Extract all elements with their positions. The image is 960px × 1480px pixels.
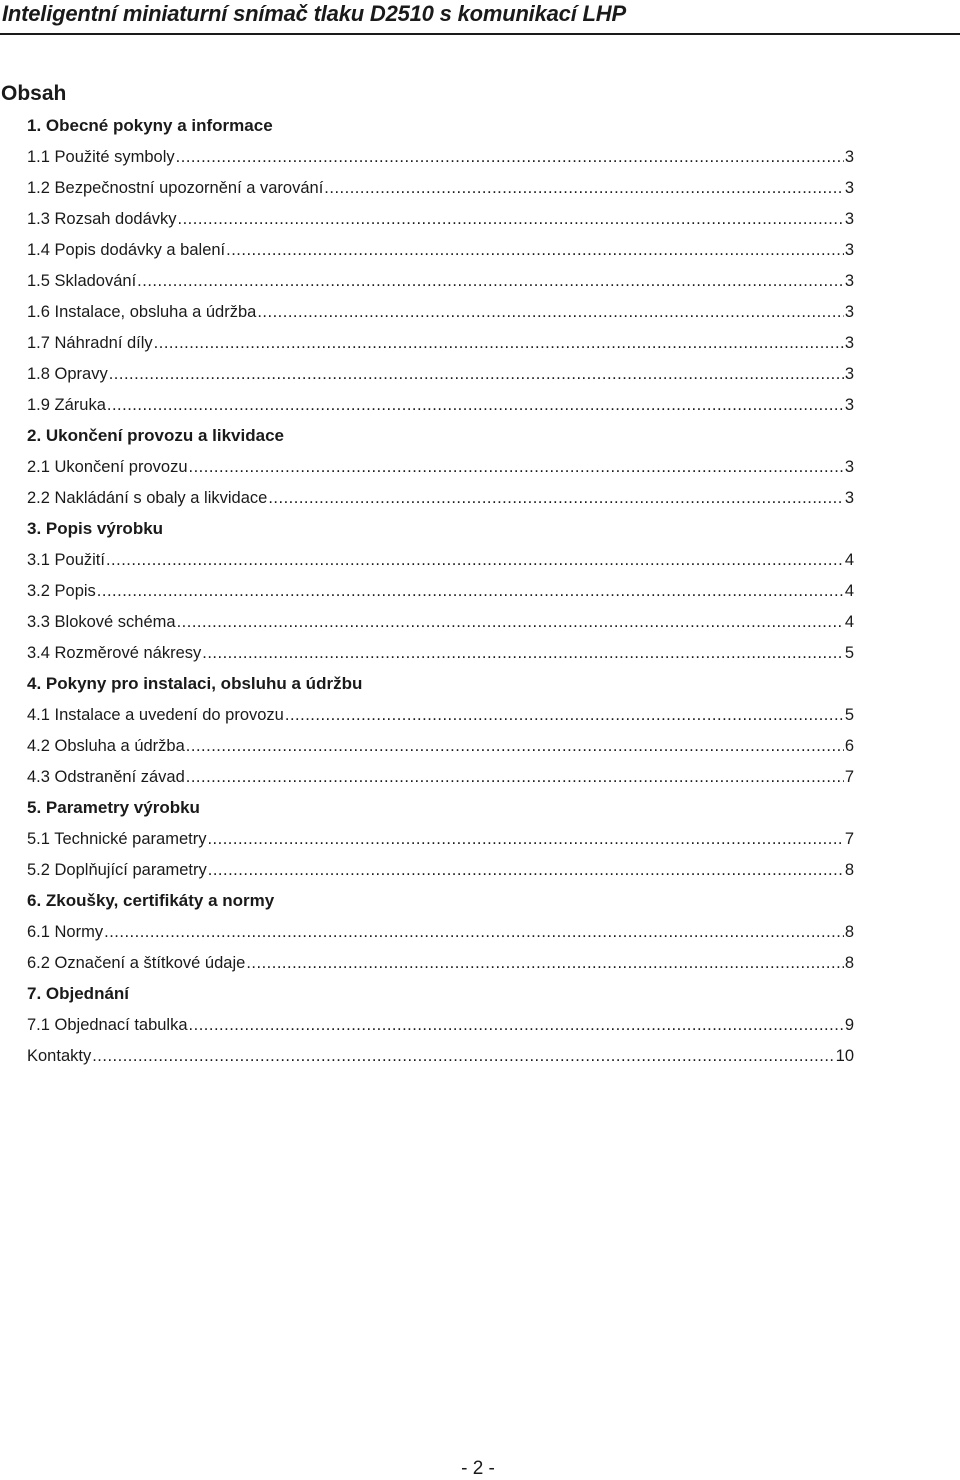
toc-entry[interactable] [27, 364, 854, 384]
toc-entry-label: 6.2 Označení a štítkové údaje [27, 954, 246, 972]
toc-entry-label: 1.8 Opravy [27, 365, 108, 383]
dot-leader [202, 643, 844, 663]
toc-entry[interactable] [27, 643, 854, 663]
dot-leader [186, 736, 844, 756]
toc-entry-label: 1.5 Skladování [27, 272, 137, 290]
toc-entry-page: 3 [844, 272, 854, 290]
toc-section-title[interactable]: 4. Pokyny pro instalaci, obsluhu a údržbu [27, 674, 363, 693]
toc-entry[interactable] [27, 1015, 854, 1035]
toc-entry[interactable] [27, 240, 854, 260]
toc-section-title[interactable]: 2. Ukončení provozu a likvidace [27, 426, 284, 445]
toc-section-title[interactable]: 3. Popis výrobku [27, 519, 164, 538]
toc-entry[interactable] [27, 457, 854, 477]
page-number-text: - 2 - [461, 1458, 495, 1479]
dot-leader [324, 178, 844, 198]
toc-entry-page: 7 [844, 768, 854, 786]
toc-entry-label: 5.2 Doplňující parametry [27, 861, 207, 879]
toc-entry[interactable] [27, 612, 854, 632]
dot-leader [97, 581, 844, 601]
document-title: Inteligentní miniaturní snímač tlaku D2510 s komunikací LHP [2, 1, 626, 26]
toc-entry[interactable] [27, 860, 854, 880]
dot-leader [154, 333, 844, 353]
dot-leader [189, 457, 844, 477]
toc-entry-page: 4 [844, 613, 854, 631]
toc-entry[interactable] [27, 395, 854, 415]
toc-entry-page: 8 [844, 923, 854, 941]
dot-leader [246, 953, 844, 973]
toc-entry-label: 4.2 Obsluha a údržba [27, 737, 185, 755]
dot-leader [109, 364, 844, 384]
toc-entry-label: 1.6 Instalace, obsluha a údržba [27, 303, 257, 321]
toc-section [27, 426, 854, 508]
dot-leader [137, 271, 844, 291]
toc-entry[interactable] [27, 209, 854, 229]
toc-entry-label: 4.3 Odstranění závad [27, 768, 185, 786]
dot-leader [106, 550, 844, 570]
toc-entry-page: 5 [844, 706, 854, 724]
toc-entry-label: 6.1 Normy [27, 923, 104, 941]
toc-entry-page: 8 [844, 954, 854, 972]
toc-entry[interactable] [27, 333, 854, 353]
toc-entry-page: 8 [844, 861, 854, 879]
dot-leader [208, 860, 844, 880]
toc-entry-label: 1.3 Rozsah dodávky [27, 210, 177, 228]
dot-leader [177, 612, 844, 632]
toc-section [27, 891, 854, 973]
dot-leader [178, 209, 844, 229]
toc-section-title[interactable]: 5. Parametry výrobku [27, 798, 200, 817]
toc-entry[interactable] [27, 767, 854, 787]
toc-entry-label: 3.3 Blokové schéma [27, 613, 176, 631]
toc-entry[interactable] [27, 302, 854, 322]
toc-entry[interactable] [27, 736, 854, 756]
toc-entry-page: 3 [844, 241, 854, 259]
toc-entry-page: 3 [844, 458, 854, 476]
toc-section [27, 984, 854, 1035]
toc-entry-page: 3 [844, 396, 854, 414]
toc-section [27, 519, 854, 663]
dot-leader [207, 829, 843, 849]
dot-leader [92, 1046, 834, 1066]
toc-entry[interactable] [27, 1046, 854, 1066]
toc-entry-label: 2.2 Nakládání s obaly a likvidace [27, 489, 268, 507]
toc-entry-label: 1.2 Bezpečnostní upozornění a varování [27, 179, 324, 197]
toc-entry[interactable] [27, 829, 854, 849]
toc-section [27, 798, 854, 880]
dot-leader [226, 240, 844, 260]
dot-leader [107, 395, 844, 415]
toc-entry-label: 2.1 Ukončení provozu [27, 458, 188, 476]
toc-section-title[interactable]: 6. Zkoušky, certifikáty a normy [27, 891, 275, 910]
toc-section [27, 116, 854, 415]
toc-heading: Obsah [1, 82, 67, 105]
document-header [0, 0, 960, 40]
toc-entry-page: 6 [844, 737, 854, 755]
toc-entry-page: 7 [844, 830, 854, 848]
toc-entry[interactable] [27, 488, 854, 508]
toc-section [27, 674, 854, 787]
toc-entry[interactable] [27, 581, 854, 601]
dot-leader [186, 767, 844, 787]
toc-section-title[interactable]: 7. Objednání [27, 984, 130, 1003]
toc-entry-page: 3 [844, 179, 854, 197]
toc-entry[interactable] [27, 705, 854, 725]
toc-entry[interactable] [27, 953, 854, 973]
toc-entry-page: 3 [844, 334, 854, 352]
toc-entry-page: 10 [835, 1047, 854, 1065]
toc-entry-label: 1.4 Popis dodávky a balení [27, 241, 226, 259]
toc-entry-page: 3 [844, 210, 854, 228]
toc-entry-page: 3 [844, 303, 854, 321]
toc-entry[interactable] [27, 922, 854, 942]
dot-leader [257, 302, 843, 322]
dot-leader [104, 922, 844, 942]
toc-entry-page: 4 [844, 582, 854, 600]
toc-entry-page: 9 [844, 1016, 854, 1034]
toc-entry-page: 4 [844, 551, 854, 569]
dot-leader [189, 1015, 844, 1035]
dot-leader [285, 705, 844, 725]
toc-entry-label: 3.2 Popis [27, 582, 96, 600]
toc-entry[interactable] [27, 550, 854, 570]
toc-entry[interactable] [27, 147, 854, 167]
toc-entry-label: 3.1 Použití [27, 551, 105, 569]
toc-entry-page: 3 [844, 489, 854, 507]
toc-entry-label: 4.1 Instalace a uvedení do provozu [27, 706, 284, 724]
toc-entry-label: 1.7 Náhradní díly [27, 334, 153, 352]
toc-entry-page: 3 [844, 148, 854, 166]
toc-entry-label: 1.9 Záruka [27, 396, 106, 414]
toc-entry-page: 5 [844, 644, 854, 662]
toc-entry[interactable] [27, 178, 854, 198]
toc-entry-label: 1.1 Použité symboly [27, 148, 175, 166]
toc-entry-page: 3 [844, 365, 854, 383]
toc-section-title[interactable]: 1. Obecné pokyny a informace [27, 116, 273, 135]
toc-entry-label: Kontakty [27, 1047, 92, 1065]
table-of-contents [27, 116, 854, 1077]
dot-leader [268, 488, 844, 508]
header-rule [0, 33, 960, 35]
toc-entry-label: 3.4 Rozměrové nákresy [27, 644, 202, 662]
toc-entry-label: 7.1 Objednací tabulka [27, 1016, 188, 1034]
dot-leader [176, 147, 844, 167]
toc-entry-label: 5.1 Technické parametry [27, 830, 207, 848]
toc-entry[interactable] [27, 271, 854, 291]
